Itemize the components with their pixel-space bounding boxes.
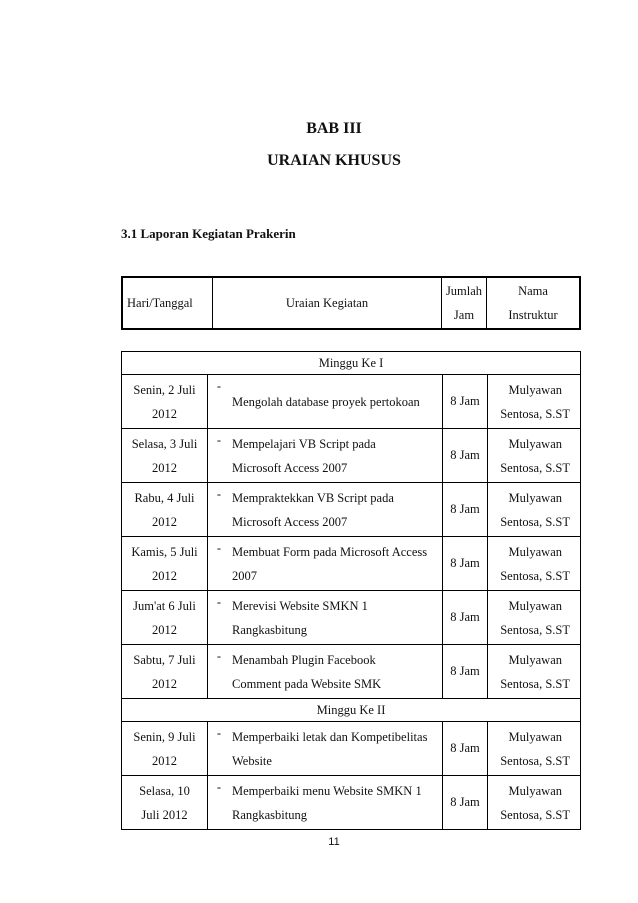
date-cell <box>122 537 208 591</box>
activity-cell <box>230 722 443 776</box>
date-cell <box>122 776 208 830</box>
table-row <box>122 537 581 591</box>
bullet-dash: - <box>208 537 231 591</box>
date-line-2: 2012 <box>152 676 177 691</box>
table-row <box>122 645 581 699</box>
activity-cell <box>230 591 443 645</box>
table-row <box>122 591 581 645</box>
activity-line-1: Menambah Plugin Facebook <box>232 652 376 667</box>
activity-line-2: Microsoft Access 2007 <box>232 460 348 475</box>
bullet-dash: - <box>208 722 231 776</box>
activity-cell <box>230 645 443 699</box>
bullet-dash: - <box>208 776 231 830</box>
date-cell <box>122 645 208 699</box>
table-row <box>122 429 581 483</box>
date-line-1: Selasa, 10 <box>139 783 190 798</box>
activity-cell <box>230 375 443 429</box>
bullet-dash: - <box>208 375 231 429</box>
chapter-title: URAIAN KHUSUS <box>267 152 401 169</box>
instructor-line-1: Mulyawan <box>508 729 562 744</box>
date-line-1: Rabu, 4 Juli <box>134 490 195 505</box>
instructor-cell <box>488 429 581 483</box>
activity-cell <box>230 429 443 483</box>
instructor-line-1: Mulyawan <box>508 436 562 451</box>
date-line-1: Senin, 2 Juli <box>133 382 196 397</box>
date-cell <box>122 591 208 645</box>
header-date: Hari/Tanggal <box>122 277 213 329</box>
activity-line-2: 2007 <box>232 568 257 583</box>
date-line-2: 2012 <box>152 568 177 583</box>
activity-cell <box>230 483 443 537</box>
date-line-1: Sabtu, 7 Juli <box>133 652 196 667</box>
hours-cell: 8 Jam <box>443 776 488 830</box>
table-row <box>122 375 581 429</box>
hours-cell: 8 Jam <box>443 375 488 429</box>
date-line-2: 2012 <box>152 622 177 637</box>
bullet-dash: - <box>208 591 231 645</box>
date-cell <box>122 429 208 483</box>
week-row <box>122 352 581 375</box>
date-line-1: Jum'at 6 Juli <box>133 598 196 613</box>
instructor-line-1: Mulyawan <box>508 598 562 613</box>
week-row <box>122 699 581 722</box>
activity-line-1: Merevisi Website SMKN 1 <box>232 598 368 613</box>
section-title: 3.1 Laporan Kegiatan Prakerin <box>121 226 296 241</box>
date-line-2: 2012 <box>152 406 177 421</box>
header-instructor-line2: Instruktur <box>508 308 558 322</box>
hours-cell: 8 Jam <box>443 722 488 776</box>
hours-cell: 8 Jam <box>443 591 488 645</box>
activity-line-1: Mempraktekkan VB Script pada <box>232 490 394 505</box>
table-row <box>122 776 581 830</box>
header-hours-line1: Jumlah <box>445 284 483 298</box>
activity-line-1: Mengolah database proyek pertokoan <box>232 394 420 409</box>
instructor-cell <box>488 591 581 645</box>
activity-line-1: Membuat Form pada Microsoft Access <box>232 544 428 559</box>
instructor-line-2: Sentosa, S.ST <box>500 514 570 529</box>
bullet-dash: - <box>208 483 231 537</box>
chapter-number: BAB III <box>306 120 362 137</box>
date-line-2: 2012 <box>152 753 177 768</box>
date-line-2: 2012 <box>152 460 177 475</box>
instructor-cell <box>488 776 581 830</box>
date-cell <box>122 722 208 776</box>
hours-cell: 8 Jam <box>443 429 488 483</box>
activity-line-2: Comment pada Website SMK <box>232 676 382 691</box>
date-cell <box>122 375 208 429</box>
hours-cell: 8 Jam <box>443 645 488 699</box>
header-instructor-line1: Nama <box>518 284 548 298</box>
page-number: 11 <box>328 836 340 848</box>
instructor-cell <box>488 483 581 537</box>
header-instructor <box>487 277 581 329</box>
activity-line-2: Microsoft Access 2007 <box>232 514 348 529</box>
instructor-line-2: Sentosa, S.ST <box>500 807 570 822</box>
instructor-cell <box>488 537 581 591</box>
week-label: Minggu Ke I <box>122 352 581 375</box>
activity-table <box>121 351 581 830</box>
activity-line-1: Memperbaiki menu Website SMKN 1 <box>232 783 422 798</box>
activity-line-2: Rangkasbitung <box>232 622 307 637</box>
hours-cell: 8 Jam <box>443 537 488 591</box>
header-hours <box>442 277 487 329</box>
activity-cell <box>230 776 443 830</box>
date-line-1: Kamis, 5 Juli <box>131 544 198 559</box>
instructor-line-2: Sentosa, S.ST <box>500 568 570 583</box>
instructor-line-2: Sentosa, S.ST <box>500 676 570 691</box>
date-line-2: 2012 <box>152 514 177 529</box>
bullet-dash: - <box>208 429 231 483</box>
table-row <box>122 483 581 537</box>
instructor-line-1: Mulyawan <box>508 382 562 397</box>
instructor-line-1: Mulyawan <box>508 544 562 559</box>
date-line-1: Senin, 9 Juli <box>133 729 196 744</box>
instructor-line-1: Mulyawan <box>508 490 562 505</box>
instructor-line-1: Mulyawan <box>508 652 562 667</box>
week-label: Minggu Ke II <box>122 699 581 722</box>
instructor-cell <box>488 722 581 776</box>
hours-cell: 8 Jam <box>443 483 488 537</box>
activity-line-1: Mempelajari VB Script pada <box>232 436 376 451</box>
activity-table-header <box>121 276 581 330</box>
activity-cell <box>230 537 443 591</box>
date-cell <box>122 483 208 537</box>
header-hours-line2: Jam <box>453 308 475 322</box>
date-line-2: Juli 2012 <box>141 807 188 822</box>
date-line-1: Selasa, 3 Juli <box>131 436 198 451</box>
instructor-line-2: Sentosa, S.ST <box>500 460 570 475</box>
table-row <box>122 722 581 776</box>
activity-line-2: Website <box>232 753 272 768</box>
header-activity: Uraian Kegiatan <box>213 277 442 329</box>
bullet-dash: - <box>208 645 231 699</box>
instructor-cell <box>488 375 581 429</box>
instructor-line-2: Sentosa, S.ST <box>500 406 570 421</box>
instructor-line-2: Sentosa, S.ST <box>500 753 570 768</box>
activity-line-1: Memperbaiki letak dan Kompetibelitas <box>232 729 428 744</box>
activity-table-body <box>122 352 581 830</box>
activity-line-2: Rangkasbitung <box>232 807 307 822</box>
instructor-line-2: Sentosa, S.ST <box>500 622 570 637</box>
instructor-line-1: Mulyawan <box>508 783 562 798</box>
instructor-cell <box>488 645 581 699</box>
